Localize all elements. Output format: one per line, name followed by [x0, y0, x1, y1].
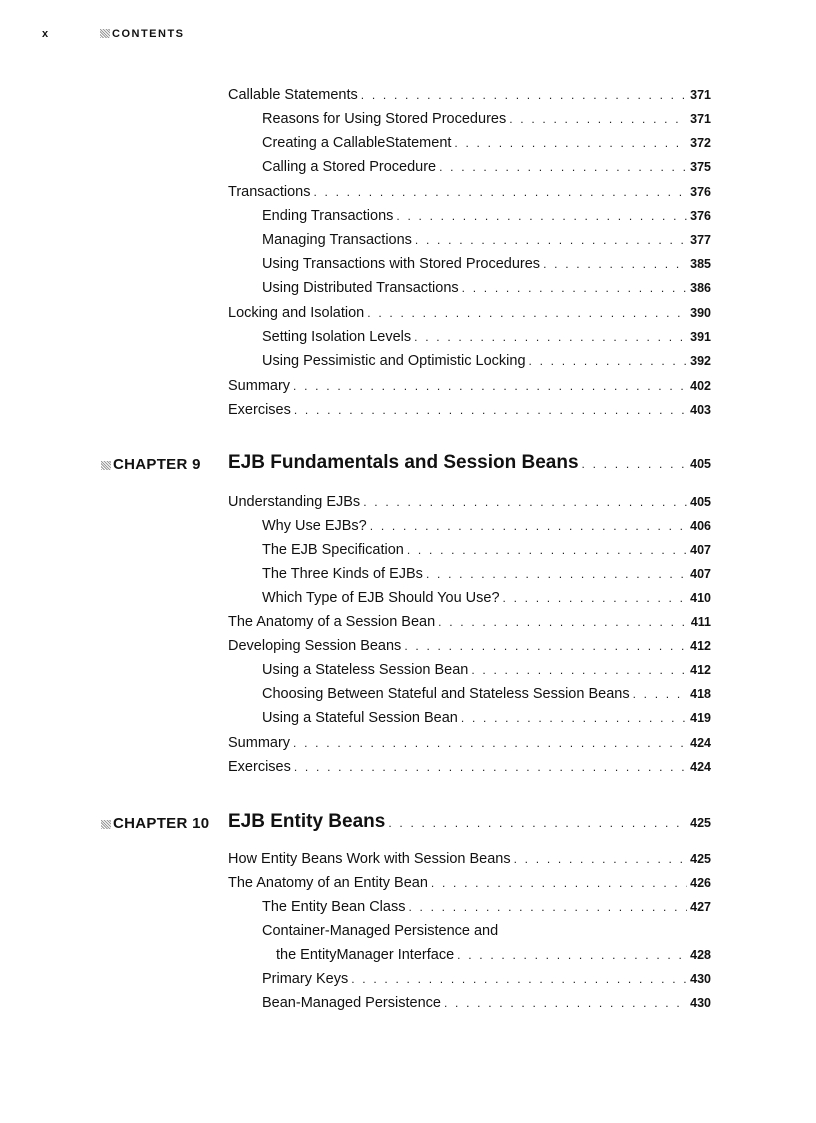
- toc-entry-title: Why Use EJBs?: [262, 518, 367, 534]
- toc-entry-page: 430: [690, 972, 711, 986]
- toc-entry-page: 412: [690, 639, 711, 653]
- dot-leader: [294, 760, 687, 774]
- dot-leader: [543, 257, 687, 271]
- toc-entry-title: Using Transactions with Stored Procedures: [262, 256, 541, 272]
- toc-entry-title: Calling a Stored Procedure: [262, 159, 437, 175]
- toc-entry-reasons-stored-procedures[interactable]: [262, 111, 711, 127]
- dot-leader: [293, 736, 687, 750]
- toc-entry-page: 386: [690, 281, 711, 295]
- toc-entry-title: Creating a CallableStatement: [262, 135, 452, 151]
- dot-leader: [514, 852, 688, 866]
- dot-leader: [529, 354, 688, 368]
- toc-entry-title: Using Pessimistic and Optimistic Locking: [262, 353, 526, 369]
- chapter-9-label: [101, 456, 201, 473]
- toc-entry-exercises[interactable]: [228, 402, 711, 418]
- toc-entry-page: 385: [690, 257, 711, 271]
- chapter-10-label: [101, 815, 209, 832]
- dot-leader: [313, 185, 687, 199]
- toc-entry-page: 405: [690, 495, 711, 509]
- toc-entry-page: 376: [690, 185, 711, 199]
- toc-entry-page: 424: [690, 760, 711, 774]
- toc-entry-page: 411: [690, 615, 711, 629]
- toc-entry-title: Managing Transactions: [262, 232, 412, 248]
- toc-entry-pessimistic-optimistic-locking[interactable]: [262, 353, 711, 369]
- toc-entry-page: 407: [690, 543, 711, 557]
- toc-entry-page: 428: [690, 948, 711, 962]
- toc-entry-primary-keys[interactable]: [262, 971, 711, 987]
- toc-entry-title: Using a Stateless Session Bean: [262, 662, 469, 678]
- toc-entry-page: 403: [690, 403, 711, 417]
- toc-entry-page: 418: [690, 687, 711, 701]
- toc-entry-summary[interactable]: [228, 735, 711, 751]
- dot-leader: [351, 972, 687, 986]
- toc-entry-title: Summary: [228, 378, 291, 394]
- toc-entry-title: Exercises: [228, 759, 291, 775]
- toc-entry-page: 392: [690, 354, 711, 368]
- dot-leader: [414, 330, 687, 344]
- toc-entry-title: Using Distributed Transactions: [262, 280, 459, 296]
- toc-entry-title: Summary: [228, 735, 291, 751]
- page-number: x: [42, 28, 50, 40]
- toc-entry-cmp-line1[interactable]: Container-Managed Persistence and: [262, 923, 499, 939]
- toc-entry-page: 376: [690, 209, 711, 223]
- chapter-label-text: CHAPTER 10: [113, 815, 210, 832]
- toc-entry-three-kinds-ejbs[interactable]: [262, 566, 711, 582]
- toc-entry-title: Ending Transactions: [262, 208, 394, 224]
- hatch-mark-icon: [100, 29, 110, 38]
- chapter-label-text: CHAPTER 9: [113, 456, 201, 473]
- toc-entry-setting-isolation-levels[interactable]: [262, 329, 711, 345]
- toc-entry-page: 390: [690, 306, 711, 320]
- toc-entry-title: How Entity Beans Work with Session Beans: [228, 851, 511, 867]
- toc-entry-stateless-session-bean[interactable]: [262, 662, 711, 678]
- toc-entry-title: Understanding EJBs: [228, 494, 361, 510]
- toc-entry-title: The Anatomy of a Session Bean: [228, 614, 436, 630]
- toc-entry-title: Callable Statements: [228, 87, 358, 103]
- dot-leader: [294, 403, 687, 417]
- toc-entry-page: 375: [690, 160, 711, 174]
- toc-entry-title: The Three Kinds of EJBs: [262, 566, 423, 582]
- dot-leader: [454, 136, 687, 150]
- toc-entry-title: Reasons for Using Stored Procedures: [262, 111, 507, 127]
- dot-leader: [438, 615, 688, 629]
- section-title-text: CONTENTS: [112, 28, 185, 40]
- dot-leader: [407, 543, 687, 557]
- toc-entry-title: Developing Session Beans: [228, 638, 402, 654]
- toc-entry-title: The EJB Specification: [262, 542, 404, 558]
- toc-entry-title: The Entity Bean Class: [262, 899, 406, 915]
- toc-entry-title: Setting Isolation Levels: [262, 329, 412, 345]
- dot-leader: [471, 663, 687, 677]
- toc-entry-page: 419: [690, 711, 711, 725]
- toc-entry-summary[interactable]: [228, 378, 711, 394]
- dot-leader: [361, 88, 687, 102]
- toc-entry-anatomy-session-bean[interactable]: [228, 614, 711, 630]
- toc-entry-creating-callablestatement[interactable]: [262, 135, 711, 151]
- dot-leader: [444, 996, 687, 1010]
- hatch-mark-icon: [101, 820, 111, 829]
- dot-leader: [408, 900, 687, 914]
- toc-entry-understanding-ejbs[interactable]: [228, 494, 711, 510]
- hatch-mark-icon: [101, 461, 111, 470]
- toc-entry-page: 412: [690, 663, 711, 677]
- dot-leader: [396, 209, 687, 223]
- dot-leader: [426, 567, 687, 581]
- chapter-9-heading[interactable]: [228, 452, 711, 474]
- dot-leader: [370, 519, 687, 533]
- dot-leader: [388, 816, 687, 830]
- toc-entry-page: 406: [690, 519, 711, 533]
- toc-entry-managing-transactions[interactable]: [262, 232, 711, 248]
- toc-entry-page: 427: [690, 900, 711, 914]
- chapter-10-heading[interactable]: [228, 811, 711, 833]
- dot-leader: [509, 112, 687, 126]
- chapter-title: EJB Entity Beans: [228, 811, 386, 832]
- toc-entry-page: 430: [690, 996, 711, 1010]
- toc-entry-title: Exercises: [228, 402, 291, 418]
- dot-leader: [457, 948, 687, 962]
- toc-entry-title: Using a Stateful Session Bean: [262, 710, 458, 726]
- dot-leader: [439, 160, 687, 174]
- toc-entry-distributed-transactions[interactable]: [262, 280, 711, 296]
- toc-entry-developing-session-beans[interactable]: [228, 638, 711, 654]
- toc-entry-stateful-session-bean[interactable]: [262, 710, 711, 726]
- dot-leader: [461, 711, 687, 725]
- toc-entry-ending-transactions[interactable]: [262, 208, 711, 224]
- toc-entry-callable-statements[interactable]: [228, 87, 711, 103]
- toc-entry-why-use-ejbs[interactable]: [262, 518, 711, 534]
- toc-entry-locking-isolation[interactable]: [228, 305, 711, 321]
- toc-entry-anatomy-entity-bean[interactable]: [228, 875, 711, 891]
- dot-leader: [363, 495, 687, 509]
- toc-entry-title: The Anatomy of an Entity Bean: [228, 875, 428, 891]
- toc-entry-page: 407: [690, 567, 711, 581]
- toc-entry-bean-managed-persistence[interactable]: [262, 995, 711, 1011]
- toc-entry-page: 402: [690, 379, 711, 393]
- toc-entry-ejb-specification[interactable]: [262, 542, 711, 558]
- toc-entry-exercises[interactable]: [228, 759, 711, 775]
- toc-entry-page: 372: [690, 136, 711, 150]
- dot-leader: [293, 379, 687, 393]
- chapter-title: EJB Fundamentals and Session Beans: [228, 452, 579, 473]
- toc-entry-page: 425: [690, 852, 711, 866]
- toc-entry-choosing-stateful-stateless[interactable]: [262, 686, 711, 702]
- dot-leader: [582, 457, 688, 471]
- toc-entry-which-type-ejb[interactable]: [262, 590, 711, 606]
- dot-leader: [404, 639, 687, 653]
- toc-entry-page: 371: [690, 112, 711, 126]
- toc-entry-page: 371: [690, 88, 711, 102]
- toc-entry-entity-beans-with-session-beans[interactable]: [228, 851, 711, 867]
- toc-entry-page: 426: [690, 876, 711, 890]
- toc-entry-transactions[interactable]: [228, 184, 711, 200]
- toc-entry-title: Choosing Between Stateful and Stateless Session Beans: [262, 686, 630, 702]
- toc-entry-entitymanager-interface[interactable]: [276, 947, 711, 963]
- toc-entry-title: the EntityManager Interface: [276, 947, 455, 963]
- toc-entry-title: Bean-Managed Persistence: [262, 995, 441, 1011]
- toc-entry-title: Which Type of EJB Should You Use?: [262, 590, 500, 606]
- toc-entry-page: 424: [690, 736, 711, 750]
- dot-leader: [415, 233, 687, 247]
- toc-entry-page: 391: [690, 330, 711, 344]
- dot-leader: [633, 687, 688, 701]
- toc-entry-title: Primary Keys: [262, 971, 349, 987]
- chapter-page: 405: [690, 457, 711, 471]
- toc-entry-transactions-stored-procedures[interactable]: [262, 256, 711, 272]
- toc-entry-page: 410: [690, 591, 711, 605]
- toc-entry-calling-stored-procedure[interactable]: [262, 159, 711, 175]
- toc-entry-entity-bean-class[interactable]: [262, 899, 711, 915]
- toc-entry-title: Locking and Isolation: [228, 305, 365, 321]
- dot-leader: [503, 591, 688, 605]
- dot-leader: [462, 281, 687, 295]
- section-title: [100, 28, 185, 40]
- dot-leader: [367, 306, 687, 320]
- toc-entry-page: 377: [690, 233, 711, 247]
- toc-entry-title: Transactions: [228, 184, 311, 200]
- chapter-page: 425: [690, 816, 711, 830]
- dot-leader: [431, 876, 687, 890]
